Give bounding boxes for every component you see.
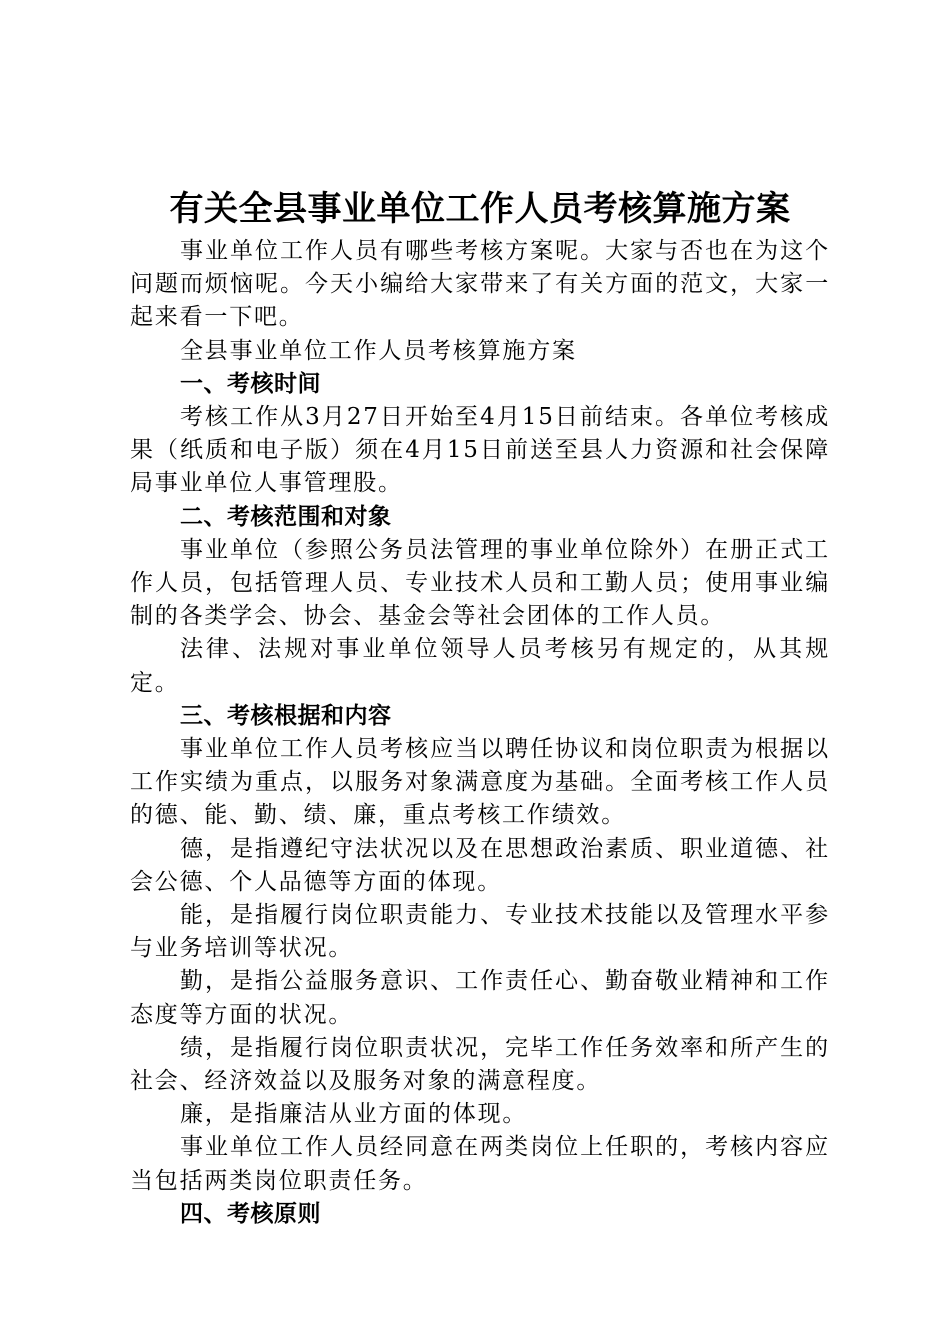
body-paragraph: 绩，是指履行岗位职责状况，完毕工作任务效率和所产生的社会、经济效益以及服务对象的满意程度。 [130, 1034, 830, 1095]
section-heading: 一、考核时间 [180, 370, 321, 397]
body-paragraph: 勤，是指公益服务意识、工作责任心、勤奋敬业精神和工作态度等方面的状况。 [130, 968, 830, 1028]
body-paragraph: 事业单位工作人员经同意在两类岗位上任职的，考核内容应当包括两类岗位职责任务。 [130, 1134, 830, 1194]
document-title: 有关全县事业单位工作人员考核算施方案 [169, 189, 791, 229]
body-paragraph: 廉，是指廉洁从业方面的体现。 [180, 1101, 528, 1128]
body-paragraph: 事业单位（参照公务员法管理的事业单位除外）在册正式工作人员，包括管理人员、专业技术人员和工勤人员；使用事业编制的各类学会、协会、基金会等社会团体的工作人员。 [130, 536, 830, 630]
body-paragraph: 德，是指遵纪守法状况以及在思想政治素质、职业道德、社会公德、个人品德等方面的体现。 [130, 835, 830, 895]
section-heading: 二、考核范围和对象 [180, 503, 392, 530]
body-paragraph: 考核工作从3月27日开始至4月15日前结束。各单位考核成果（纸质和电子版）须在4月15日前送至县人力资源和社会保障局事业单位人事管理股。 [130, 404, 830, 497]
body-paragraph: 法律、法规对事业单位领导人员考核另有规定的，从其规定。 [130, 636, 830, 696]
body-paragraph: 全县事业单位工作人员考核算施方案 [180, 337, 577, 364]
body-paragraph: 事业单位工作人员有哪些考核方案呢。大家与否也在为这个问题而烦恼呢。今天小编给大家带来了有关方面的范文，大家一起来看一下吧。 [130, 238, 830, 331]
document-body [130, 235, 830, 1231]
body-paragraph: 能，是指履行岗位职责能力、专业技术技能以及管理水平参与业务培训等状况。 [130, 902, 830, 962]
section-heading: 四、考核原则 [180, 1200, 321, 1227]
body-paragraph: 事业单位工作人员考核应当以聘任协议和岗位职责为根据以工作实绩为重点，以服务对象满意度为基础。全面考核工作人员的德、能、勤、绩、廉，重点考核工作绩效。 [130, 736, 830, 829]
section-heading: 三、考核根据和内容 [180, 702, 392, 729]
